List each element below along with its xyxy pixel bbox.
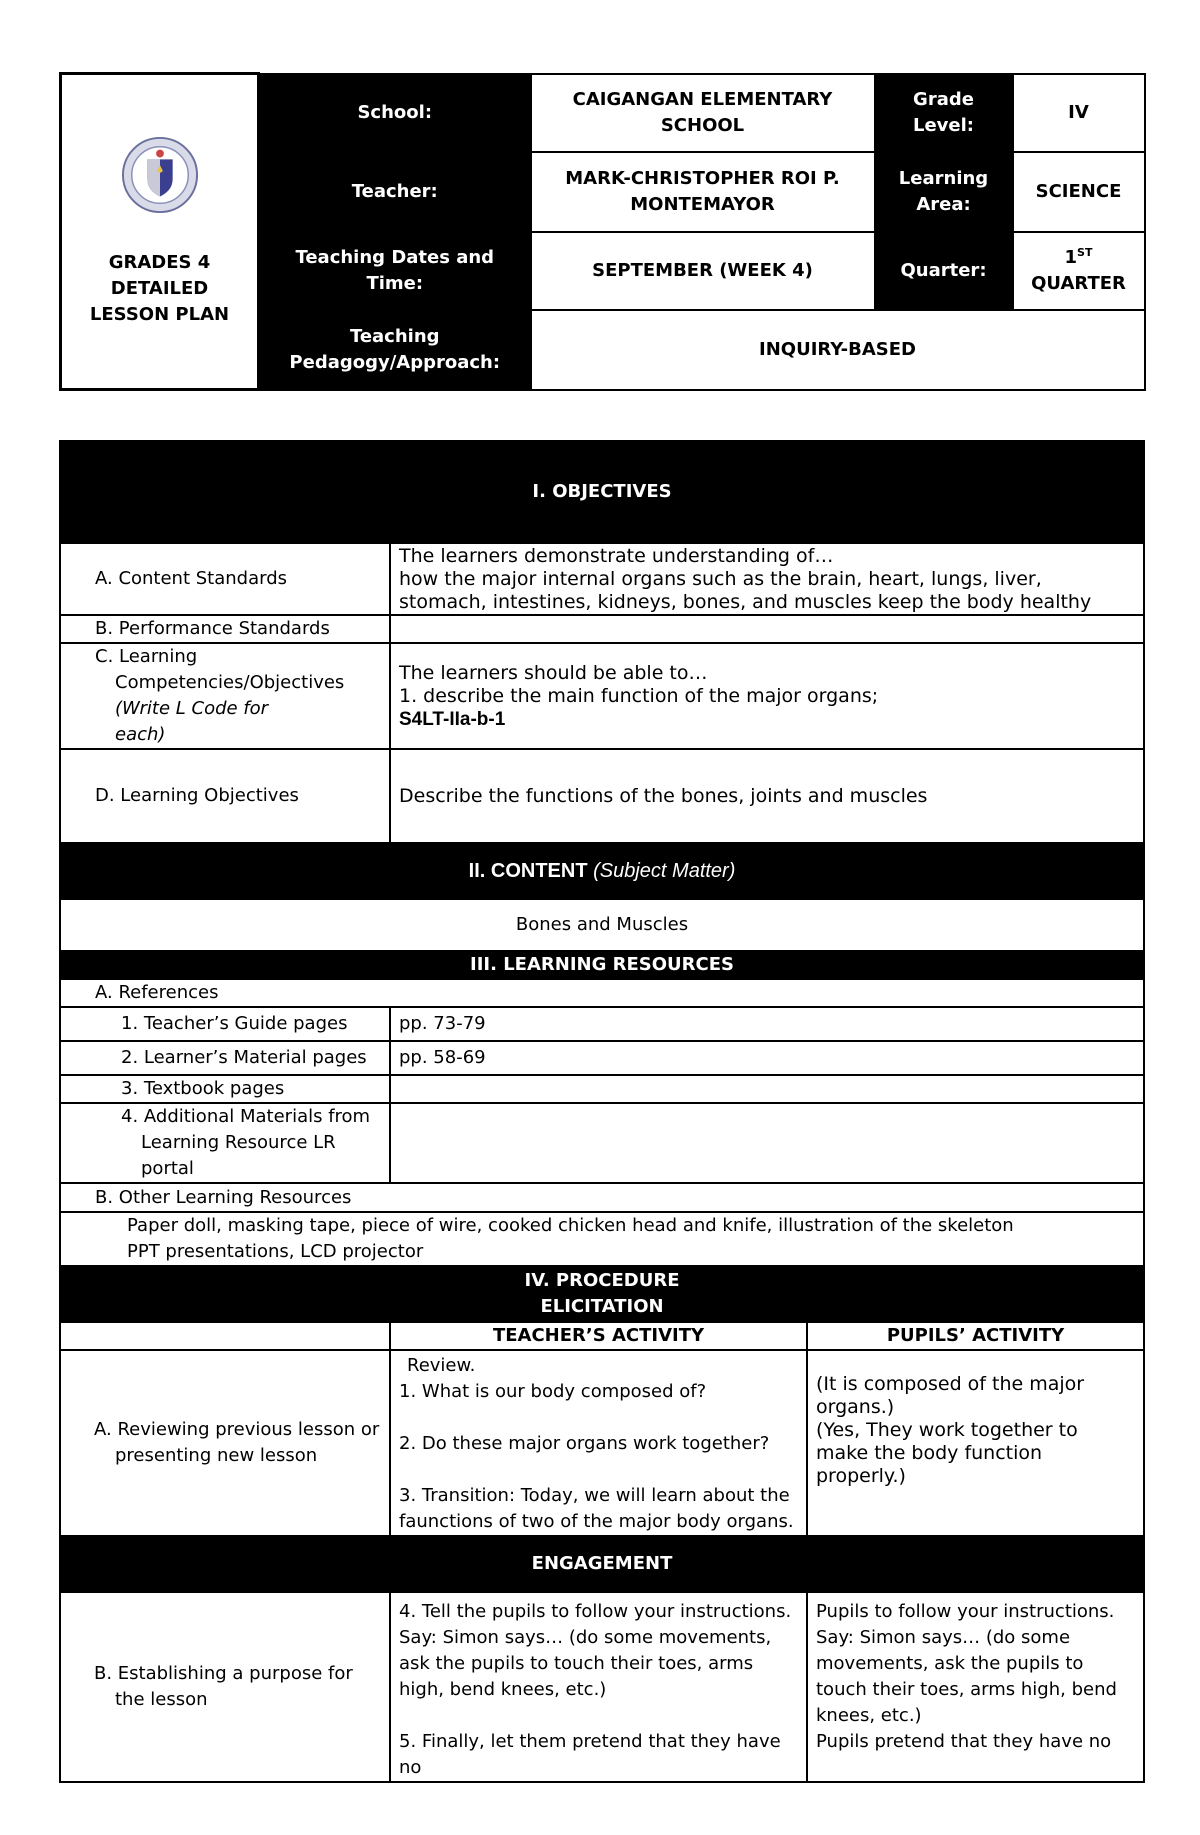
competencies-label-line-2: Competencies/Objectives — [115, 672, 345, 693]
teaching-dates-label: Teaching Dates and Time: — [259, 232, 531, 310]
learners-material-label: 2. Learner’s Material pages — [60, 1041, 390, 1075]
competencies-label — [60, 643, 390, 749]
pupil-activity-header: PUPILS’ ACTIVITY — [807, 1322, 1144, 1350]
competencies-label-line-3: (Write L Code for — [115, 698, 269, 719]
grade-level-value: IV — [1013, 74, 1145, 152]
teachers-guide-label: 1. Teacher’s Guide pages — [60, 1007, 390, 1041]
learning-resources-title: III. LEARNING RESOURCES — [60, 951, 1144, 979]
lesson-plan-body — [59, 440, 1145, 1783]
competencies-label-line-1: C. Learning — [95, 646, 198, 667]
learners-material-value: pp. 58-69 — [390, 1041, 1144, 1075]
other-resources-label: B. Other Learning Resources — [60, 1183, 1144, 1212]
other-resources-line-1: Paper doll, masking tape, piece of wire, cooked chicken head and knife, illustration of the skeleton — [127, 1215, 1014, 1236]
purpose-label: B. Establishing a purpose for the lesson — [60, 1592, 390, 1782]
content-standards-intro: The learners demonstrate understanding of… — [399, 544, 834, 567]
teacher-value: MARK-CHRISTOPHER ROI P. MONTEMAYOR — [531, 152, 875, 232]
engagement-title: ENGAGEMENT — [60, 1536, 1144, 1592]
review-question-2: 2. Do these major organs work together? — [399, 1433, 770, 1454]
performance-standards-label: B. Performance Standards — [60, 615, 390, 643]
content-standards-value — [390, 543, 1144, 615]
review-question-1: 1. What is our body composed of? — [399, 1381, 707, 1402]
procedure-title — [60, 1266, 1144, 1322]
teacher-activity-header: TEACHER’S ACTIVITY — [390, 1322, 807, 1350]
procedure-title-text: IV. PROCEDURE — [524, 1270, 680, 1291]
elicitation-title: ELICITATION — [540, 1296, 664, 1317]
learning-objectives-value: Describe the functions of the bones, joints and muscles — [390, 749, 1144, 843]
teaching-dates-value: SEPTEMBER (WEEK 4) — [531, 232, 875, 310]
performance-standards-value — [390, 615, 1144, 643]
learning-objectives-label: D. Learning Objectives — [60, 749, 390, 843]
quarter-suffix: ST — [1077, 245, 1093, 259]
school-value: CAIGANGAN ELEMENTARY SCHOOL — [531, 74, 875, 152]
references-label: A. References — [60, 979, 1144, 1007]
subject-matter: Bones and Muscles — [60, 899, 1144, 951]
competencies-item: 1. describe the main function of the major organs; — [399, 684, 879, 707]
review-answer-1: (It is composed of the major organs.) — [816, 1373, 1085, 1418]
textbook-label: 3. Textbook pages — [60, 1075, 390, 1103]
pedagogy-label: Teaching Pedagogy/Approach: — [259, 310, 531, 390]
teachers-guide-value: pp. 73-79 — [390, 1007, 1144, 1041]
additional-materials-value — [390, 1103, 1144, 1183]
purpose-pupil-line-1: Pupils to follow your instructions. — [816, 1601, 1115, 1622]
content-title-italic: (Subject Matter) — [593, 860, 736, 882]
quarter-label: Quarter: — [875, 232, 1013, 310]
review-teacher-activity — [390, 1350, 807, 1536]
other-resources-value — [60, 1212, 1144, 1266]
school-label: School: — [259, 74, 531, 152]
review-answer-2: (Yes, They work together to make the body function properly.) — [816, 1419, 1078, 1487]
purpose-instruction-5: 5. Finally, let them pretend that they have no — [399, 1731, 781, 1778]
content-standards-label: A. Content Standards — [60, 543, 390, 615]
lesson-plan-header — [59, 72, 1146, 391]
purpose-pupil-activity — [807, 1592, 1144, 1782]
purpose-instruction-4: 4. Tell the pupils to follow your instructions. Say: Simon says… (do some movements, ask the pupils to touch their toes, arms high, bend knees, etc.) — [399, 1601, 792, 1700]
reviewing-lesson-label: A. Reviewing previous lesson or presenting new lesson — [60, 1350, 390, 1536]
competencies-value — [390, 643, 1144, 749]
logo-caption: GRADES 4 DETAILED LESSON PLAN — [89, 251, 230, 325]
textbook-value — [390, 1075, 1144, 1103]
deped-seal-icon — [121, 136, 199, 214]
additional-materials-label: 4. Additional Materials from Learning Resource LR portal — [60, 1103, 390, 1183]
quarter-number: 1 — [1064, 246, 1078, 268]
quarter-word: QUARTER — [1031, 272, 1126, 294]
content-title — [60, 843, 1144, 899]
objectives-title: I. OBJECTIVES — [60, 441, 1144, 543]
review-heading: Review. — [407, 1355, 476, 1376]
purpose-teacher-activity — [390, 1592, 807, 1782]
grade-level-label: Grade Level: — [875, 74, 1013, 152]
content-standards-text: how the major internal organs such as the brain, heart, lungs, liver, stomach, intestines, kidneys, bones, and muscles keep the body healthy — [399, 567, 1092, 613]
logo-cell — [61, 74, 259, 390]
other-resources-line-2: PPT presentations, LCD projector — [127, 1241, 424, 1262]
content-title-main: II. CONTENT — [468, 860, 588, 882]
quarter-value — [1013, 232, 1145, 310]
procedure-blank-header — [60, 1322, 390, 1350]
learning-area-value: SCIENCE — [1013, 152, 1145, 232]
review-transition: 3. Transition: Today, we will learn about the faunctions of two of the major body organs. — [399, 1485, 794, 1532]
competency-code: S4LT-IIa-b-1 — [399, 708, 506, 730]
purpose-pupil-line-3: Pupils pretend that they have no — [816, 1731, 1112, 1752]
learning-area-label: Learning Area: — [875, 152, 1013, 232]
teacher-label: Teacher: — [259, 152, 531, 232]
purpose-pupil-line-2: Say: Simon says… (do some movements, ask the pupils to touch their toes, arms high, bend knees, etc.) — [816, 1627, 1117, 1726]
review-pupil-activity — [807, 1350, 1144, 1536]
pedagogy-value: INQUIRY-BASED — [531, 310, 1145, 390]
competencies-intro: The learners should be able to… — [399, 661, 708, 684]
competencies-label-line-4: each) — [115, 724, 166, 745]
